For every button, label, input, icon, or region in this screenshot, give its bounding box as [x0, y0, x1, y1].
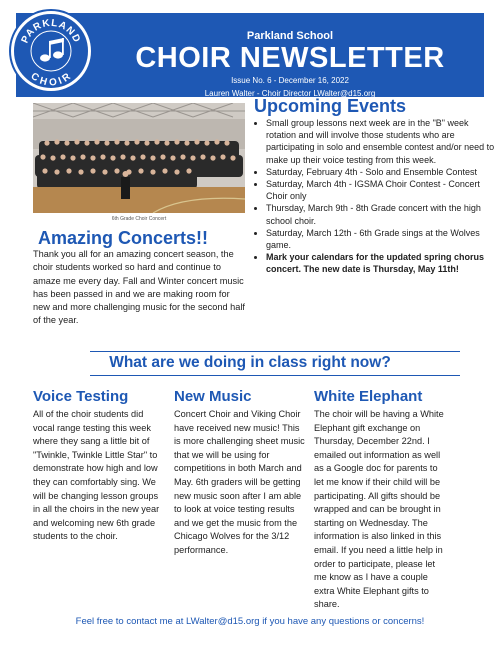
- logo-bottom-text: CHOIR: [28, 70, 74, 88]
- event-item: • Small group lessons next week are in the "B" week rotation and will involve those students who are participating in solo and ensemble contest and/or need to make up their voice testing from this week.: [266, 117, 498, 166]
- director-line: Lauren Walter - Choir Director LWalter@d15.org: [204, 89, 376, 98]
- divider-top: [90, 351, 460, 352]
- choir-concert-photo: [33, 103, 245, 213]
- event-item: • Saturday, February 4th - Solo and Ensemble Contest: [266, 166, 498, 178]
- event-item: • Saturday, March 12th - 6th Grade sings at the Wolves game.: [266, 227, 498, 251]
- amazing-concerts-heading: Amazing Concerts!!: [38, 228, 209, 248]
- events-list: [254, 117, 498, 276]
- contact-footer: Feel free to contact me at LWalter@d15.org if you have any questions or concerns!: [75, 616, 425, 627]
- white-elephant-heading: White Elephant: [314, 388, 423, 405]
- new-music-text: Concert Choir and Viking Choir have received new music! This is more challenging sheet music that we will be using for competitions in both March and May. 6th graders will be getting new music soon after I am able to look at voice testing results and we get the music from the Chicago Wolves for the 3/12 performance.: [174, 409, 305, 555]
- voice-testing-heading: Voice Testing: [33, 388, 129, 405]
- issue-line: Issue No. 6 - December 16, 2022: [231, 76, 349, 85]
- event-item: • Thursday, March 9th - 8th Grade concert with the high school choir.: [266, 202, 498, 226]
- logo-top-text: PARKLAND: [19, 17, 83, 45]
- amazing-concerts-text: Thank you all for an amazing concert season, the choir students worked so hard and continue to amaze me every day. Fall and Winter concert music has been passed in and we are making room for new and more challenging music for the second half of the year.: [33, 249, 245, 326]
- event-item-highlight: • Mark your calendars for the updated spring chorus concert. The new date is Thursday, May 11th!: [266, 251, 498, 275]
- school-name: Parkland School: [246, 30, 334, 42]
- divider-bottom: [90, 375, 460, 376]
- newsletter-title: CHOIR NEWSLETTER: [135, 42, 445, 74]
- white-elephant-text: The choir will be having a White Elephant gift exchange on Thursday, December 22nd. I emailed out information as well as a Google doc for parents to let me know if their child will be participating. All gifts should be wrapped and can be brought in starting on Wednesday. The information is also linked in this email. If you need a little help in order to participate, please let me know as I have a couple extra White Elephant gifts to share.: [314, 409, 444, 610]
- new-music-heading: New Music: [174, 388, 252, 405]
- class-section-heading: What are we doing in class right now?: [109, 354, 391, 371]
- newsletter-header: [16, 13, 484, 97]
- upcoming-events-heading: Upcoming Events: [254, 96, 407, 116]
- parkland-choir-logo: [11, 11, 91, 91]
- voice-testing-text: All of the choir students did vocal range testing this week where they sang a little bit of "Twinkle, Twinkle Little Star" to demonstrate how high and low they can comfortably sing. We will be changing lesson groups in all the choirs in the new year and welcoming new 6th grade students to the choir.: [33, 409, 160, 542]
- event-item: • Saturday, March 4th - IGSMA Choir Contest - Concert Choir only: [266, 178, 498, 202]
- photo-caption: 6th Grade Choir Concert: [111, 216, 167, 222]
